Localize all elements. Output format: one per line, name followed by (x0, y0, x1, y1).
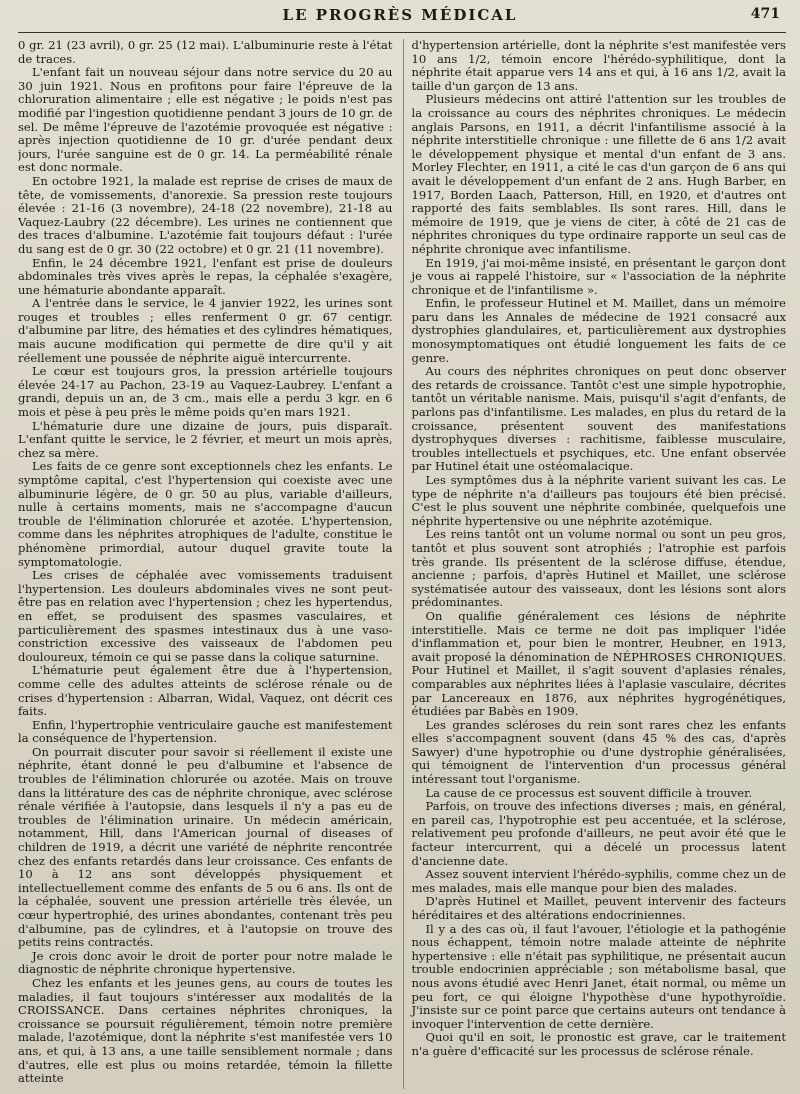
paragraph: Je crois donc avoir le droit de porter pour notre malade le diagnostic de néphrite chronique hypertensive. (18, 948, 393, 977)
paragraph: Les faits de ce genre sont exceptionnels chez les enfants. Le symptôme capital, c'est l'hypertension qui coexiste avec une albuminurie légère, de 0 gr. 50 au plus, variable d'ailleurs, nulle à certains moments, mais ne s'accompagne d'aucun trouble de l'élimination chlorurée et azotée. L'hypertension, comme dans les néphrites atrophiques de l'adulte, constitue le phénomène primordial, autour duquel gravite toute la symptomatologie. (18, 459, 393, 569)
paragraph: D'après Hutinel et Maillet, peuvent intervenir des facteurs héréditaires et des altérations endocriniennes. (411, 894, 786, 922)
paragraph: On pourrait discuter pour savoir si réellement il existe une néphrite, étant donné le peu d'albumine et l'absence de troubles de l'élimination chlorurée ou azotée. Mais on trouve dans la littérature des cas de néphrite chronique, avec sclérose rénale vérifiée à l'autopsie, dans lesquels il n'y a pas eu de troubles de l'élimination urinaire. Un médecin américain, notamment, Hill, dans l'American journal of diseases of children de 1919, a décrit une variété de néphrite rencontrée chez des enfants retardés dans leur croissance. Ces enfants de 10 à 12 ans sont développés physiquement et intellectuellement comme des enfants de 5 ou 6 ans. Ils ont de la céphalée, souvent une pression artérielle très élevée, un cœur hypertrophié, des urines abondantes, contenant très peu d'albumine, pas de cylindres, et à l'autopsie on trouve des petits reins contractés. (18, 744, 393, 950)
paragraph: On qualifie généralement ces lésions de néphrite interstitielle. Mais ce terme ne doit pas impliquer l'idée d'inflammation et, pour bien le montrer, Heubner, en 1913, avait proposé la dénomination de NÉPHROSES CHRONIQUES. Pour Hutinel et Maillet, il s'agit souvent d'aplasies rénales, comparables aux néphrites liées à l'aplasie vasculaire, décrites par Lancereaux en 1876, aux néphrites hygrogénétiques, étudiées par Babès en 1909. (411, 608, 786, 719)
text-columns (18, 39, 786, 1089)
paragraph: Enfin, le 24 décembre 1921, l'enfant est prise de douleurs abdominales très vives après le repas, la céphalée s'exagère, une hématurie abondante apparaît. (18, 255, 393, 297)
paragraph: Enfin, l'hypertrophie ventriculaire gauche est manifestement la conséquence de l'hypertension. (18, 717, 393, 746)
page-header (18, 6, 786, 33)
paragraph: Les crises de céphalée avec vomissements traduisent l'hypertension. Les douleurs abdominales vives ne sont peut-être pas en relation avec l'hypertension ; chez les hypertendus, en effet, se produisent des spasmes vasculaires, et particulièrement des spasmes intestinaux dus à une vaso-constriction excessive des vaisseaux de l'abdomen peu douloureux, témoin ce qui se passe dans la colique saturnine. (18, 568, 393, 664)
left-column (18, 39, 393, 1089)
paragraph: Les reins tantôt ont un volume normal ou sont un peu gros, tantôt et plus souvent sont atrophiés ; l'atrophie est parfois très grande. Ils présentent de la sclérose diffuse, étendue, ancienne ; parfois, d'après Hutinel et Maillet, une sclérose systématisée autour des vaisseaux, dont les lésions sont alors prédominantes. (411, 527, 786, 610)
paragraph: En 1919, j'ai moi-même insisté, en présentant le garçon dont je vous ai rappelé l'histoire, sur « l'association de la néphrite chronique et de l'infantilisme ». (411, 255, 786, 297)
paragraph: Il y a des cas où, il faut l'avouer, l'étiologie et la pathogénie nous échappent, témoin notre malade atteinte de néphrite hypertensive : elle n'était pas syphilitique, ne présentait aucun trouble endocrinien appréciable ; son métabolisme basal, que nous avons étudié avec Henri Janet, était normal, ou même un peu fort, ce qui éloigne l'hypothèse d'une hypothyroïdie. J'insiste sur ce point parce que certains auteurs ont tendance à invoquer l'intervention de cette dernière. (411, 921, 786, 1031)
paragraph: d'hypertension artérielle, dont la néphrite s'est manifestée vers 10 ans 1/2, témoin encore l'hérédo-syphilitique, dont la néphrite était apparue vers 14 ans et qui, à 16 ans 1/2, avait la taille d'un garçon de 13 ans. (411, 39, 786, 93)
paragraph: L'enfant fait un nouveau séjour dans notre service du 20 au 30 juin 1921. Nous en profitons pour faire l'épreuve de la chloruration alimentaire ; elle est négative ; le poids n'est pas modifié par l'ingestion quotidienne pendant 3 jours de 10 gr. de sel. De même l'épreuve de l'azotémie provoquée est négative : après injection quotidienne de 10 gr. d'urée pendant deux jours, l'urée sanguine est de 0 gr. 14. La perméabilité rénale est donc normale. (18, 65, 393, 175)
paragraph: La cause de ce processus est souvent difficile à trouver. (425, 785, 753, 800)
paragraph: En octobre 1921, la malade est reprise de crises de maux de tête, de vomissements, d'anorexie. Sa pression reste toujours élevée : 21-16 (3 novembre), 24-18 (22 novembre), 21-18 au Vaquez-Laubry (22 décembre). Les urines ne contiennent que des traces d'albumine. L'azotémie fait toujours défaut : l'urée du sang est de 0 gr. 30 (22 octobre) et 0 gr. 21 (11 novembre). (18, 173, 393, 256)
right-column (403, 39, 787, 1089)
paragraph: Au cours des néphrites chroniques on peut donc observer des retards de croissance. Tantôt c'est une simple hypotrophie, tantôt un véritable nanisme. Mais, puisqu'il s'agit d'enfants, de parlons pas d'infantilisme. Les malades, en plus du retard de la croissance, présentent souvent des manifestations dystrophyques diverses : rachitisme, faiblesse musculaire, troubles intellectuels et psychiques, etc. Une enfant observée par Hutinel était une ostéomalacique. (411, 364, 786, 474)
paragraph: L'hématurie peut également être due à l'hypertension, comme celle des adultes atteints de sclérose rénale ou de crises d'hypertension : Albarran, Widal, Vaquez, ont décrit ces faits. (18, 663, 393, 719)
paragraph: Assez souvent intervient l'hérédo-syphilis, comme chez un de mes malades, mais elle manque pour bien des malades. (411, 867, 786, 895)
paragraph: Les symptômes dus à la néphrite varient suivant les cas. Le type de néphrite n'a d'ailleurs pas toujours été bien précisé. C'est le plus souvent une néphrite combinée, quelquefois une néphrite hypertensive ou une néphrite azotémique. (411, 473, 786, 528)
paragraph: L'hématurie dure une dizaine de jours, puis disparaît. L'enfant quitte le service, le 2 février, et meurt un mois après, chez sa mère. (18, 418, 393, 460)
paragraph: A l'entrée dans le service, le 4 janvier 1922, les urines sont rouges et troubles ; elles renferment 0 gr. 67 centigr. d'albumine par litre, des hématies et des cylindres hématiques, mais aucune modification qui permette de dire qu'il y ait réellement une poussée de néphrite aiguë intercurrente. (18, 296, 393, 365)
paragraph: Les grandes scléroses du rein sont rares chez les enfants elles s'accompagnent souvent (dans 45 % des cas, d'après Sawyer) d'une hypotrophie ou d'une dystrophie généralisées, qui témoignent de l'intervention d'un processus général intéressant tout l'organisme. (411, 717, 786, 787)
paragraph: Enfin, le professeur Hutinel et M. Maillet, dans un mémoire paru dans les Annales de médecine de 1921 consacré aux dystrophies glandulaires, et, particulièrement aux dystrophies monosymptomatiques ont étudié longuement les faits de ce genre. (411, 296, 786, 365)
paragraph: Parfois, on trouve des infections diverses ; mais, en général, en pareil cas, l'hypotrophie est peu accentuée, et la sclérose, relativement peu profonde d'ailleurs, ne peut avoir été que le facteur intercurrent, qui a décelé un processus latent d'ancienne date. (411, 799, 786, 868)
page-number: 471 (750, 6, 780, 22)
paragraph: 0 gr. 21 (23 avril), 0 gr. 25 (12 mai). L'albuminurie reste à l'état de traces. (18, 39, 393, 66)
paragraph: Quoi qu'il en soit, le pronostic est grave, car le traitement n'a guère d'efficacité sur les processus de sclérose rénale. (411, 1030, 786, 1058)
paragraph: Plusieurs médecins ont attiré l'attention sur les troubles de la croissance au cours des néphrites chroniques. Le médecin anglais Parsons, en 1911, a décrit l'infantilisme associé à la néphrite interstitielle chronique : une fillette de 6 ans 1/2 avait le développement physique et mental d'un enfant de 3 ans. Morley Flechter, en 1911, a cité le cas d'un garçon de 6 ans qui avait le développement d'un enfant de 2 ans. Hugh Barber, en 1917, Borden Laach, Patterson, Hill, en 1920, et d'autres ont rapporté des faits semblables. Ils sont rares. Hill, dans le mémoire de 1919, que je viens de citer, à côté de 21 cas de néphrites chroniques du type ordinaire rapporte un seul cas de néphrite chronique avec infantilisme. (411, 92, 786, 256)
paragraph: Le cœur est toujours gros, la pression artérielle toujours élevée 24-17 au Pachon, 23-19 au Vaquez-Laubrey. L'enfant a grandi, depuis un an, de 3 cm., mais elle a perdu 3 kgr. en 6 mois et pèse à peu près le même poids qu'en mars 1921. (18, 364, 393, 420)
paragraph: Chez les enfants et les jeunes gens, au cours de toutes les maladies, il faut toujours s'intéresser aux modalités de la CROISSANCE. Dans certaines néphrites chroniques, la croissance se poursuit régulièrement, témoin notre première malade, l'azotémique, dont la néphrite s'est manifestée vers 10 ans, et qui, à 13 ans, a une taille sensiblement normale ; dans d'autres, elle est plus ou moins retardée, témoin la fillette atteinte (18, 975, 393, 1086)
running-title: LE PROGRÈS MÉDICAL (282, 6, 518, 24)
